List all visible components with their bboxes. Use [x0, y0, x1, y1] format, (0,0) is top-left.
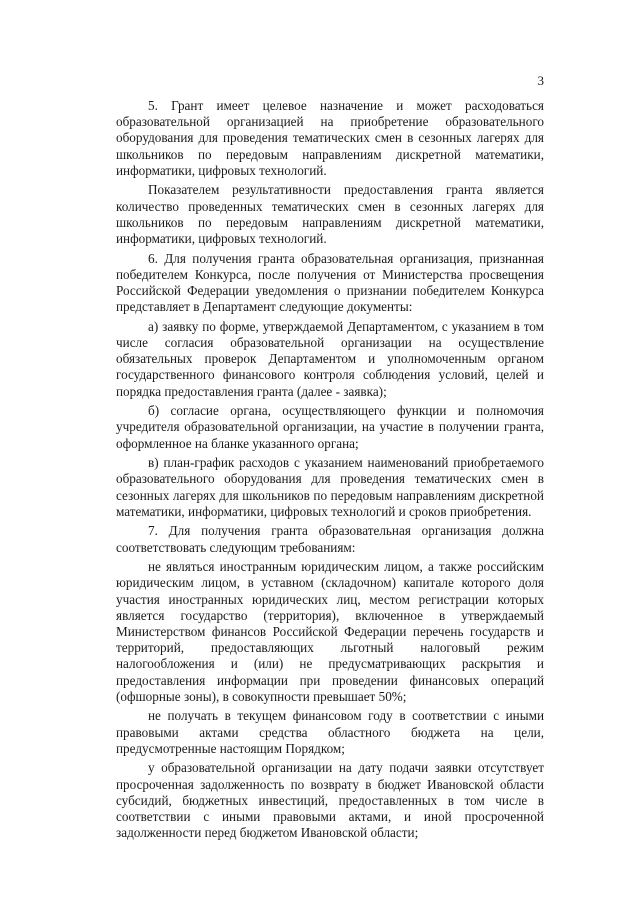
- requirement-no-overdue-debt: у образовательной организации на дату подачи заявки отсутствует просроченная задолженность по возврату в бюджет Ивановской области субсидий, бюджетных инвестиций, предоставленных в том числе в соответствии с иными правовыми актами, и иной просроченной задолженности перед бюджетом Ивановской области;: [116, 760, 544, 841]
- paragraph-grant-purpose: 5. Грант имеет целевое назначение и может расходоваться образовательной организацией на приобретение образовательного оборудования для проведения тематических смен в сезонных лагерях для школьников по передовым направлениям дискретной математики, информатики, цифровых технологий.: [116, 98, 544, 178]
- paragraph-requirements: 7. Для получения гранта образовательная организация должна соответствовать следующим требованиям:: [116, 523, 544, 555]
- list-item-expense-schedule: в) план-график расходов с указанием наименований приобретаемого образовательного оборудования для проведения тематических смен в сезонных лагерях для школьников по передовым направлениям дискретной математики, информатики, цифровых технологий и сроков приобретения.: [116, 455, 544, 519]
- requirement-not-foreign-entity: не являться иностранным юридическим лицом, а также российским юридическим лицом, в уставном (складочном) капитале которого доля участия иностранных юридических лиц, местом регистрации которых является государство (территория), включенное в утверждаемый Министерством финансов Российской Федерации перечень государств и территорий, предоставляющих льготный налоговый режим налогообложения и (или) не предусматривающих раскрытия и предоставления информации при проведении финансовых операций (офшорные зоны), в совокупности превышает 50%;: [116, 559, 544, 704]
- requirement-no-other-budget-funds: не получать в текущем финансовом году в соответствии с иными правовыми актами средства областного бюджета на цели, предусмотренные настоящим Порядком;: [116, 708, 544, 756]
- document-body: [116, 98, 544, 845]
- page-number: 3: [537, 73, 544, 88]
- paragraph-performance-indicator: Показателем результативности предоставления гранта является количество проведенных тематических смен в сезонных лагерях для школьников по передовым направлениям дискретной математики, информатики, цифровых технологий.: [116, 182, 544, 247]
- list-item-application: а) заявку по форме, утверждаемой Департаментом, с указанием в том числе согласия образовательной организации на осуществление обязательных проверок Департаментом и уполномоченным органом государственного финансового контроля соблюдения условий, целей и порядка предоставления гранта (далее - заявка);: [116, 318, 544, 399]
- list-item-founder-consent: б) согласие органа, осуществляющего функции и полномочия учредителя образовательной организации, на участие в получении гранта, оформленное на бланке указанного органа;: [116, 403, 544, 451]
- paragraph-required-documents: 6. Для получения гранта образовательная организация, признанная победителем Конкурса, после получения от Министерства просвещения Российской Федерации уведомления о признании победителем Конкурса представляет в Департамент следующие документы:: [116, 250, 544, 315]
